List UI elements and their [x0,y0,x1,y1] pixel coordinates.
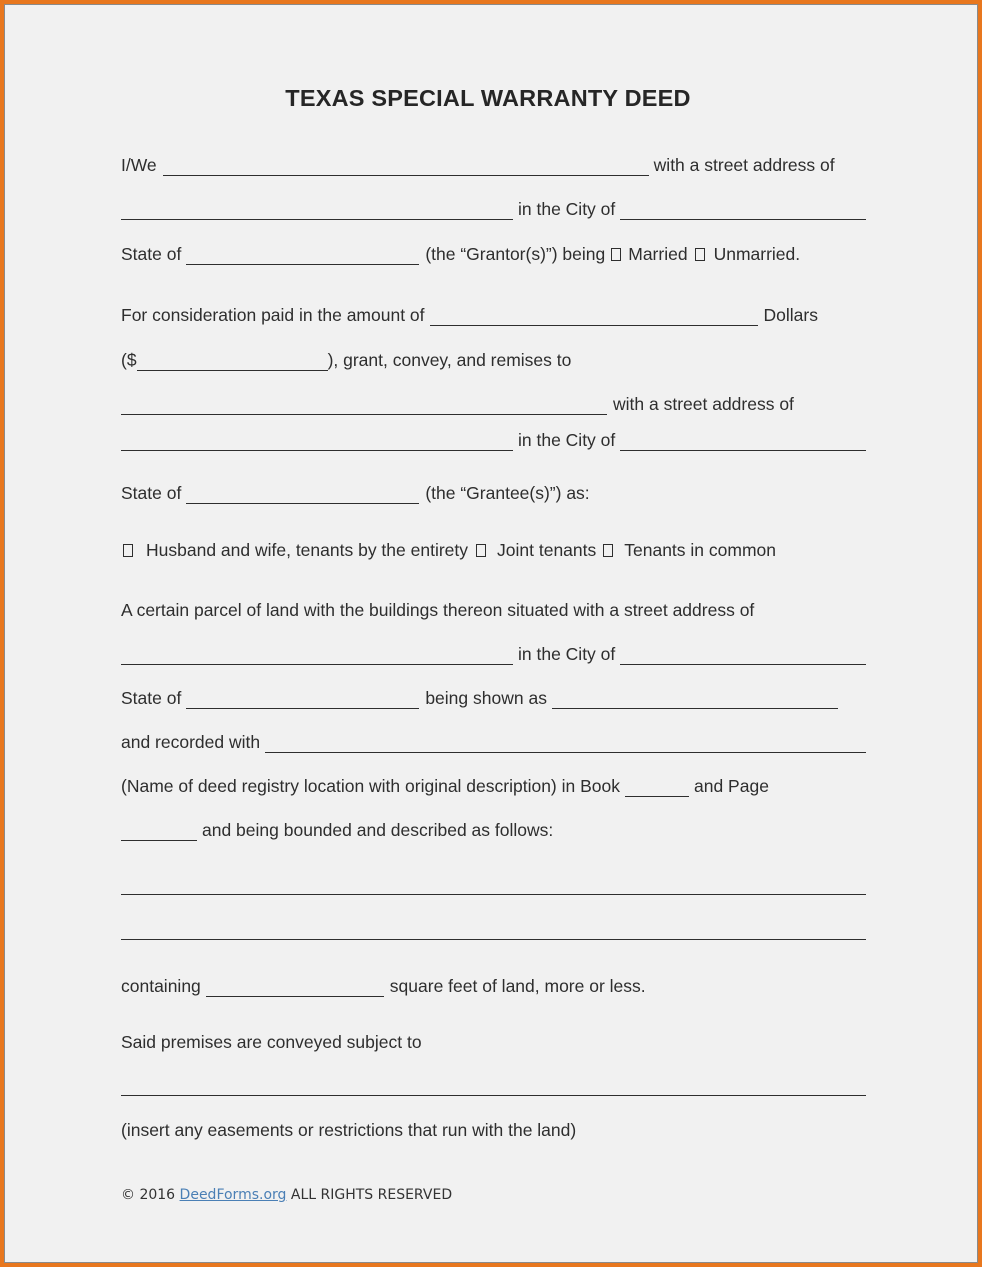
grantee-role-label: (the “Grantee(s)”) as: [425,483,590,503]
consideration-label: For consideration paid in the amount of [121,305,425,325]
grantor-state-field[interactable] [186,244,419,265]
parcel-state-label: State of [121,688,182,708]
description-field-1[interactable] [121,874,866,895]
tenancy-row [121,537,866,565]
grantee-name-field[interactable] [121,394,607,415]
grantor-city-field[interactable] [620,199,866,220]
dollars-label: Dollars [763,305,818,325]
married-label: Married [628,244,688,264]
easements-field[interactable] [121,1075,866,1096]
page-label: and Page [694,776,769,796]
easements-note: (insert any easements or restrictions that run with the land) [121,1120,577,1140]
registry-row [121,773,866,801]
unmarried-label: Unmarried. [713,244,801,264]
description-field-2[interactable] [121,919,866,940]
grantee-state-label: State of [121,483,182,503]
parcel-state-row [121,685,866,713]
joint-tenants-checkbox[interactable] [476,544,486,557]
grantor-city-label: in the City of [518,199,616,219]
tenancy-entirety-label: Husband and wife, tenants by the entirety [146,540,469,560]
parcel-intro: A certain parcel of land with the buildings thereon situated with a street address of [121,600,755,620]
recorded-row [121,729,866,757]
consideration-words-field[interactable] [430,305,758,326]
grantor-role-label: (the “Grantor(s)”) being [425,244,606,264]
grantee-street-label: with a street address of [613,394,794,414]
parcel-city-label: in the City of [518,644,616,664]
dollar-open: ($ [121,350,137,370]
easements-line [121,1072,866,1100]
tenancy-entirety-checkbox[interactable] [123,544,133,557]
bounded-row [121,817,866,845]
deed-page [4,4,978,1263]
square-feet-label: square feet of land, more or less. [389,976,646,996]
grantor-address-row [121,196,866,224]
grantee-state-row [121,480,866,508]
subject-text: Said premises are conveyed subject to [121,1032,422,1052]
parcel-intro-row [121,597,866,625]
square-feet-field[interactable] [206,976,384,997]
tenants-in-common-checkbox[interactable] [603,544,613,557]
bounded-text: and being bounded and described as follows: [202,820,554,840]
document-title: TEXAS SPECIAL WARRANTY DEED [285,85,691,111]
grantee-name-row [121,391,866,419]
grantee-city-field[interactable] [620,430,866,451]
shown-as-field[interactable] [552,688,838,709]
consideration-amount-field[interactable] [137,350,328,371]
grantor-street-label: with a street address of [653,155,835,175]
containing-row [121,973,866,1001]
shown-as-label: being shown as [425,688,547,708]
footer [121,1187,452,1203]
deedforms-link[interactable]: DeedForms.org [179,1187,287,1203]
grantor-name-row [121,152,866,180]
containing-label: containing [121,976,201,996]
grantee-address-row [121,427,866,455]
consideration-row [121,302,866,330]
parcel-address-row [121,641,866,669]
tenants-in-common-label: Tenants in common [624,540,776,560]
grantor-state-row [121,241,866,269]
married-checkbox[interactable] [611,248,621,261]
grantee-city-label: in the City of [518,430,616,450]
page-field[interactable] [121,820,197,841]
grant-text: ), grant, convey, and remises to [327,350,572,370]
grantor-street-field[interactable] [121,199,513,220]
book-field[interactable] [625,776,689,797]
copyright-text: © 2016 [121,1187,176,1203]
description-line-1 [121,871,866,899]
recorded-label: and recorded with [121,732,261,752]
grantor-prefix: I/We [121,155,157,175]
parcel-state-field[interactable] [186,688,419,709]
subject-row [121,1029,866,1057]
grantee-state-field[interactable] [186,483,419,504]
rights-text: ALL RIGHTS RESERVED [290,1187,453,1203]
parcel-city-field[interactable] [620,644,866,665]
easements-note-row [121,1117,866,1145]
registry-field[interactable] [265,732,866,753]
description-line-2 [121,916,866,944]
unmarried-checkbox[interactable] [695,248,705,261]
amount-row [121,347,866,375]
grantee-street-field[interactable] [121,430,513,451]
grantor-name-field[interactable] [163,155,649,176]
grantor-state-label: State of [121,244,182,264]
registry-text: (Name of deed registry location with original description) in Book [121,776,620,796]
parcel-street-field[interactable] [121,644,513,665]
joint-tenants-label: Joint tenants [497,540,597,560]
